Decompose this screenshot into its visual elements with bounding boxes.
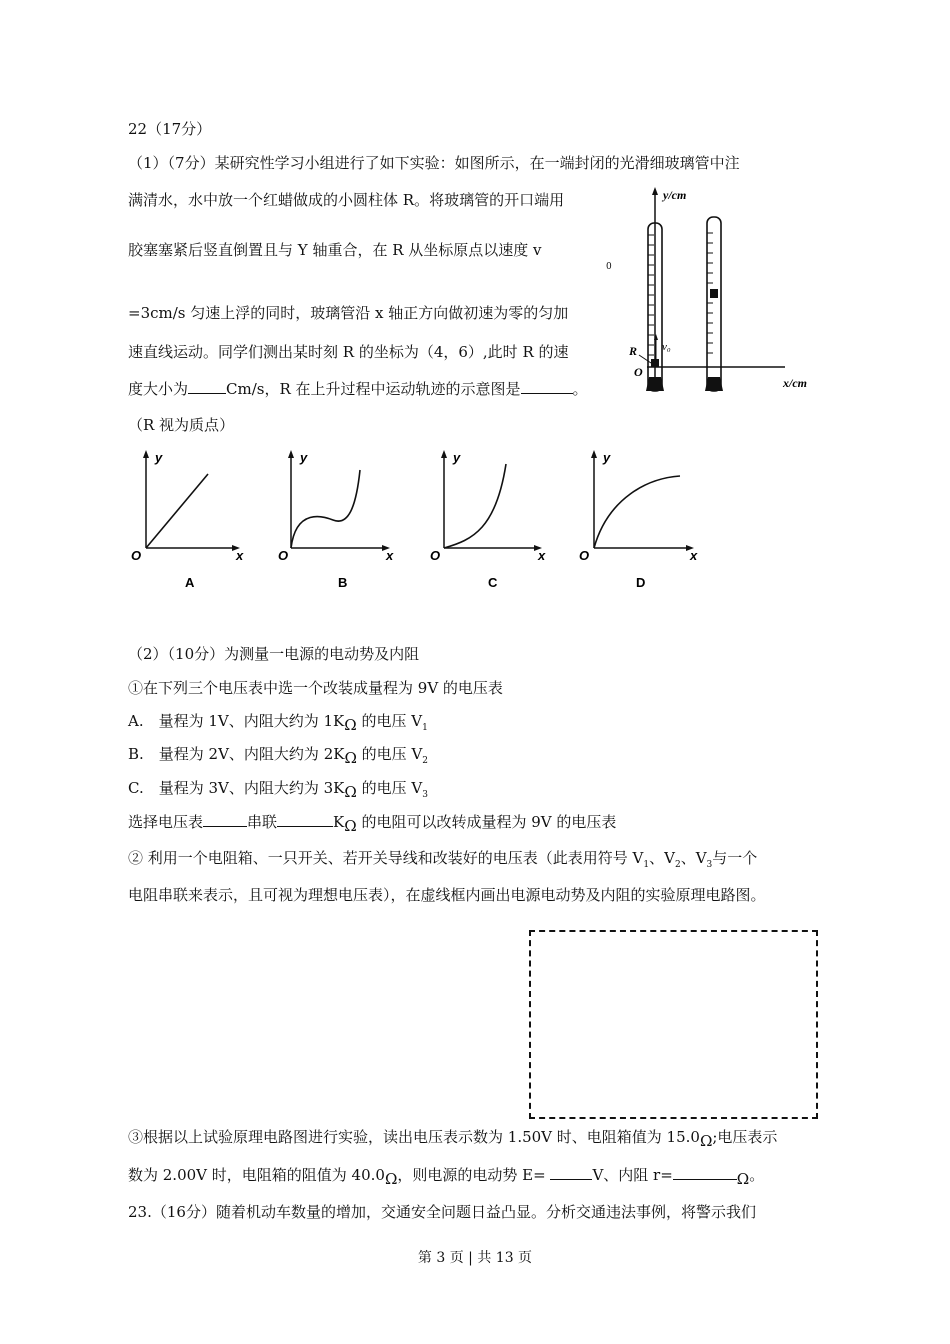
graph-D-x-label: x (690, 548, 698, 563)
graph-A-y-label: y (155, 450, 163, 465)
red-wax-R-left (651, 359, 659, 367)
line6-a: 度大小为 (128, 380, 189, 398)
question-22-header: 22（17分） (128, 120, 212, 138)
y-axis-arrow (652, 187, 658, 195)
label-R: R (629, 344, 638, 358)
line6-b: Cm/s，R 在上升过程中运动轨迹的示意图是 (226, 380, 521, 398)
stopper-right (705, 377, 723, 391)
blank-speed[interactable] (188, 379, 226, 394)
select-a: 选择电压表 (128, 813, 204, 831)
blank-trajectory[interactable] (521, 379, 573, 394)
tube-figure (625, 185, 825, 395)
part2-q2-line2: 电阻串联来表示，且可视为理想电压表），在虚线框内画出电源电动势及内阻的实验原理电路图。 (128, 886, 766, 904)
q3-line2-a: 数为 2.00V 时，电阻箱的阻值为 40.0 (128, 1166, 385, 1184)
q2-sub-2: 2 (674, 860, 681, 870)
label-y-axis: y/cm (663, 188, 687, 202)
graph-D-caption: D (636, 575, 646, 590)
graph-A-x-label: x (236, 548, 244, 563)
graph-C (430, 450, 546, 590)
part1-line5: 速直线运动。同学们测出某时刻 R 的坐标为（4，6）,此时 R 的速 (128, 343, 569, 361)
option-A-omega: Ω (344, 716, 357, 734)
graph-A-origin: O (131, 548, 142, 563)
graph-C-x-label: x (538, 548, 546, 563)
line6-c: 。 (572, 380, 588, 398)
q3-omega-3: Ω (736, 1170, 750, 1188)
v0-subscript: 0 (606, 262, 612, 272)
blank-internal-resistance[interactable] (673, 1165, 737, 1180)
q3-line2-c: V、内阻 r= (592, 1166, 673, 1184)
graph-B-caption: B (338, 575, 348, 590)
graph-B-origin: O (278, 548, 289, 563)
option-C-tail: 的电压 V (356, 779, 423, 797)
part1-line2: 满清水，水中放一个红蜡做成的小圆柱体 R。将玻璃管的开口端用 (128, 191, 565, 209)
option-B-tail: 的电压 V (356, 745, 423, 763)
stopper-left (646, 377, 664, 391)
graph-C-y-label: y (453, 450, 461, 465)
graph-B-y-label: y (300, 450, 308, 465)
part2-q3-line1 (128, 1126, 778, 1150)
q2-line1-c: 、V (680, 849, 707, 867)
q3-line2-d: 。 (749, 1166, 765, 1184)
option-C (128, 777, 428, 800)
select-line (128, 811, 617, 835)
graph-A (131, 450, 244, 590)
graph-D-origin: O (579, 548, 590, 563)
q2-line1-b: 、V (649, 849, 675, 867)
q2-line1-d: 与一个 (712, 849, 758, 867)
option-B-sub: 2 (422, 756, 429, 766)
q3-line1-b: ;电压表示 (712, 1128, 778, 1146)
option-A-sub: 1 (422, 723, 428, 733)
circuit-answer-box[interactable] (529, 930, 818, 1119)
option-C-omega: Ω (344, 783, 357, 801)
option-B (128, 743, 428, 766)
q2-sub-3: 3 (706, 860, 713, 870)
graph-C-origin: O (430, 548, 441, 563)
question-23-line1: 23.（16分）随着机动车数量的增加，交通安全问题日益凸显。分析交通违法事例，将警示我们 (128, 1203, 756, 1221)
label-v0: v₀ (662, 341, 671, 353)
graph-D (579, 450, 698, 590)
blank-emf[interactable] (550, 1165, 592, 1180)
graph-C-curve (444, 464, 506, 548)
red-wax-R-right (710, 289, 718, 298)
graph-B-x-label: x (386, 548, 394, 563)
R-pointer (639, 355, 651, 363)
q3-omega-1: Ω (699, 1132, 713, 1150)
graph-B-curve (291, 470, 360, 548)
q2-sub-1: 1 (643, 860, 650, 870)
part2-q2-line1 (128, 847, 757, 870)
select-d: 的电阻可以改转成量程为 9V 的电压表 (356, 813, 617, 831)
label-x-axis: x/cm (783, 376, 807, 390)
select-b: 串联 (247, 813, 278, 831)
graph-C-caption: C (488, 575, 498, 590)
part2-header: （2）（10分）为测量一电源的电动势及内阻 (128, 645, 420, 663)
label-O: O (634, 365, 643, 379)
option-B-text: B. 量程为 2V、内阻大约为 2K (128, 745, 345, 763)
part2-q1: ①在下列三个电压表中选一个改装成量程为 9V 的电压表 (128, 679, 503, 697)
q3-omega-2: Ω (384, 1170, 398, 1188)
q3-line1-a: ③根据以上试验原理电路图进行实验，读出电压表示数为 1.50V 时、电阻箱值为 15.0 (128, 1128, 700, 1146)
q3-line2-b: ，则电源的电动势 E= (397, 1166, 551, 1184)
blank-voltmeter[interactable] (203, 812, 247, 827)
part1-line3 (128, 239, 542, 260)
graph-D-curve (594, 476, 680, 548)
page-footer: 第 3 页 | 共 13 页 (417, 1250, 533, 1266)
option-A (128, 710, 428, 733)
part1-line6 (128, 378, 588, 399)
part1-line4: =3cm/s 匀速上浮的同时，玻璃管沿 x 轴正方向做初速为零的匀加 (128, 304, 569, 322)
option-C-text: C. 量程为 3V、内阻大约为 3K (128, 779, 345, 797)
part1-line1: （1）（7分）某研究性学习小组进行了如下实验：如图所示，在一端封闭的光滑细玻璃管中注 (128, 154, 740, 172)
q2-line1-a: ② 利用一个电阻箱、一只开关、若开关导线和改装好的电压表（此表用符号 V (128, 849, 644, 867)
graph-D-y-label: y (603, 450, 611, 465)
part2-q3-line2 (128, 1164, 765, 1188)
blank-resistance[interactable] (277, 812, 333, 827)
tube-left-ticks (648, 235, 654, 355)
part1-line3-text: 胶塞塞紧后竖直倒置且与 Y 轴重合，在 R 从坐标原点以速度 v (128, 241, 542, 259)
trajectory-graphs (128, 448, 708, 598)
part1-line7: （R 视为质点） (128, 416, 235, 434)
select-c: K (333, 813, 345, 831)
option-A-text: A. 量程为 1V、内阻大约为 1K (128, 712, 345, 730)
graph-A-curve (146, 474, 208, 548)
graph-B (278, 450, 394, 590)
option-A-tail: 的电压 V (356, 712, 423, 730)
select-omega: Ω (344, 817, 357, 835)
option-C-sub: 3 (422, 790, 428, 800)
option-B-omega: Ω (344, 749, 357, 767)
graph-A-caption: A (185, 575, 195, 590)
